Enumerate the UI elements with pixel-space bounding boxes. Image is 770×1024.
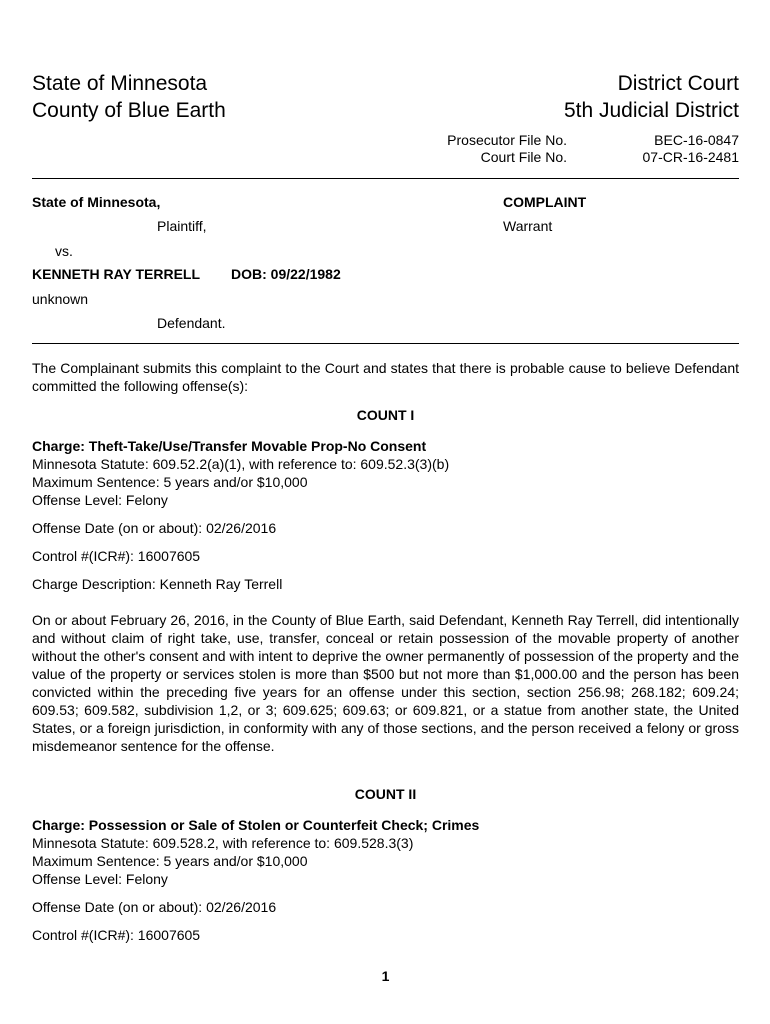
header-divider [32,178,739,179]
offense-level-line: Offense Level: Felony [32,492,168,508]
offense-date-line: Offense Date (on or about): 02/26/2016 [32,520,277,536]
caption-divider [32,343,739,344]
district-title: 5th Judicial District [563,99,739,122]
prosecutor-file-value: BEC-16-0847 [654,132,739,148]
count-heading: COUNT II [354,786,417,802]
control-number-line: Control #(ICR#): 16007605 [32,548,201,564]
max-sentence-line: Maximum Sentence: 5 years and/or $10,000 [32,853,308,869]
count-narrative: On or about February 26, 2016, in the County of Blue Earth, said Defendant, Kenneth Ray Terrell, did intentionally and without claim of right take, use, transfer, conceal or retain possession of the movable property of another without the other's consent and with intent to deprive the owner permanently of possession of the property and the value of the property or services stolen is more than $500 but not more than $1,000.00 and the person has been convicted within the preceding five years for an offense under this section, section 256.98; 268.182; 609.24; 609.53; 609.582, subdivision 1,2, or 3; 609.625; 609.63; or 609.821, or a statue from another state, the United States, or a foreign jurisdiction, in conformity with any of those sections, and the person received a felony or gross misdemeanor sentence for the offense. [32,612,739,754]
page-number: 1 [381,968,390,984]
prosecutor-file-label: Prosecutor File No. [447,132,567,148]
complaint-title: COMPLAINT [503,194,587,210]
court-file-value: 07-CR-16-2481 [642,149,739,165]
court-title: District Court [617,72,739,95]
complaint-subtype: Warrant [503,218,553,234]
versus-text: vs. [55,243,73,259]
statute-line: Minnesota Statute: 609.528.2, with reference to: 609.528.3(3) [32,835,414,851]
charge-title: Charge: Theft-Take/Use/Transfer Movable Prop-No Consent [32,438,427,454]
count-heading: COUNT I [356,407,415,423]
max-sentence-line: Maximum Sentence: 5 years and/or $10,000 [32,474,308,490]
defendant-role: Defendant. [157,315,226,331]
defendant-name: KENNETH RAY TERRELL [32,266,201,282]
charge-description-line: Charge Description: Kenneth Ray Terrell [32,576,283,592]
intro-paragraph: The Complainant submits this complaint to the Court and states that there is probable cause to believe Defendant committed the following offense(s): [32,360,739,394]
offense-level-line: Offense Level: Felony [32,871,168,887]
state-title: State of Minnesota [32,72,208,95]
plaintiff-role: Plaintiff, [157,218,207,234]
defendant-dob: DOB: 09/22/1982 [231,266,341,282]
county-title: County of Blue Earth [32,99,226,122]
offense-date-line: Offense Date (on or about): 02/26/2016 [32,899,277,915]
document-page [32,0,739,1024]
plaintiff-name: State of Minnesota, [32,194,161,210]
statute-line: Minnesota Statute: 609.52.2(a)(1), with reference to: 609.52.3(3)(b) [32,456,450,472]
court-file-label: Court File No. [480,149,567,165]
control-number-line: Control #(ICR#): 16007605 [32,927,201,943]
defendant-address: unknown [32,291,89,307]
charge-title: Charge: Possession or Sale of Stolen or Counterfeit Check; Crimes [32,817,480,833]
